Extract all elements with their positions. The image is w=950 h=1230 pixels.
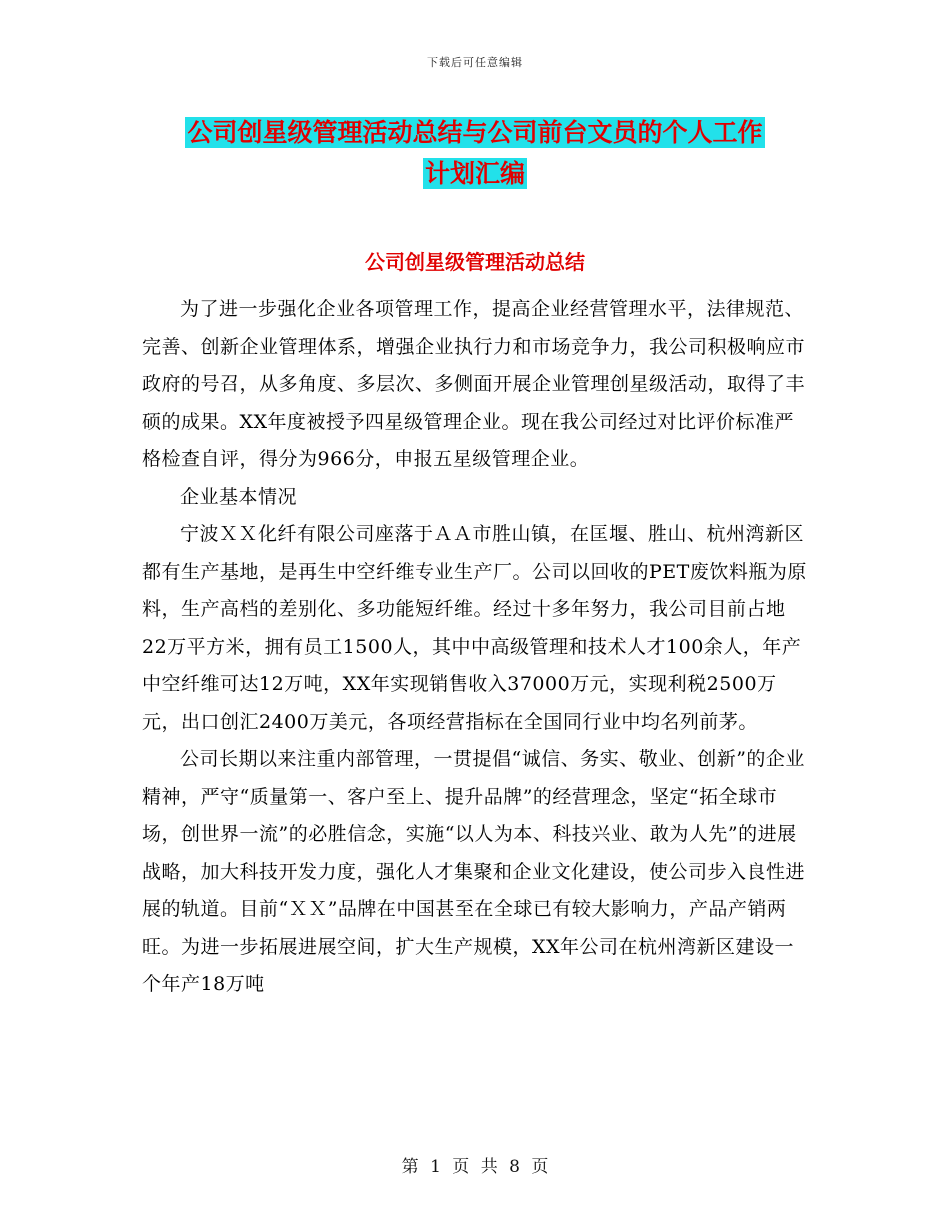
subheading-company-basics: 企业基本情况	[180, 485, 298, 508]
paragraph-company-profile: 宁波ＸＸ化纤有限公司座落于ＡＡ市胜山镇，在匡堰、胜山、杭州湾新区都有生产基地，是再生中空纤维专业生产厂。公司以回收的PET废饮料瓶为原料，生产高档的差别化、多功能短纤维。经过十多年努力，我公司目前占地22万平方米，拥有员工1500人，其中中高级管理和技术人才100余人，年产中空纤维可达12万吨，XX年实现销售收入37000万元，实现利税2500万元，出口创汇2400万美元，各项经营指标在全国同行业中均名列前茅。	[142, 523, 807, 733]
section-title: 公司创星级管理活动总结	[365, 250, 585, 274]
document-title-line-1: 公司创星级管理活动总结与公司前台文员的个人工作	[187, 118, 763, 147]
document-body	[142, 291, 810, 1004]
header-note: 下载后可任意编辑	[427, 56, 523, 69]
paragraph-management-philosophy: 公司长期以来注重内部管理，一贯提倡“诚信、务实、敬业、创新”的企业精神，严守“质量第一、客户至上、提升品牌”的经营理念，坚定“拓全球市场，创世界一流”的必胜信念，实施“以人为本、科技兴业、敢为人先”的进展战略，加大科技开发力度，强化人才集聚和企业文化建设，使公司步入良性进展的轨道。目前“ＸＸ”品牌在中国甚至在全球已有较大影响力，产品产销两旺。为进一步拓展进展空间，扩大生产规模，XX年公司在杭州湾新区建设一个年产18万吨	[142, 748, 806, 995]
page-number-footer: 第 1 页 共 8 页	[401, 1157, 549, 1177]
paragraph-intro: 为了进一步强化企业各项管理工作，提高企业经营管理水平，法律规范、完善、创新企业管理体系，增强企业执行力和市场竞争力，我公司积极响应市政府的号召，从多角度、多层次、多侧面开展企业管理创星级活动，取得了丰硕的成果。XX年度被授予四星级管理企业。现在我公司经过对比评价标准严格检查自评，得分为966分，申报五星级管理企业。	[142, 298, 806, 470]
document-title	[150, 112, 800, 194]
document-title-line-2: 计划汇编	[424, 159, 525, 188]
